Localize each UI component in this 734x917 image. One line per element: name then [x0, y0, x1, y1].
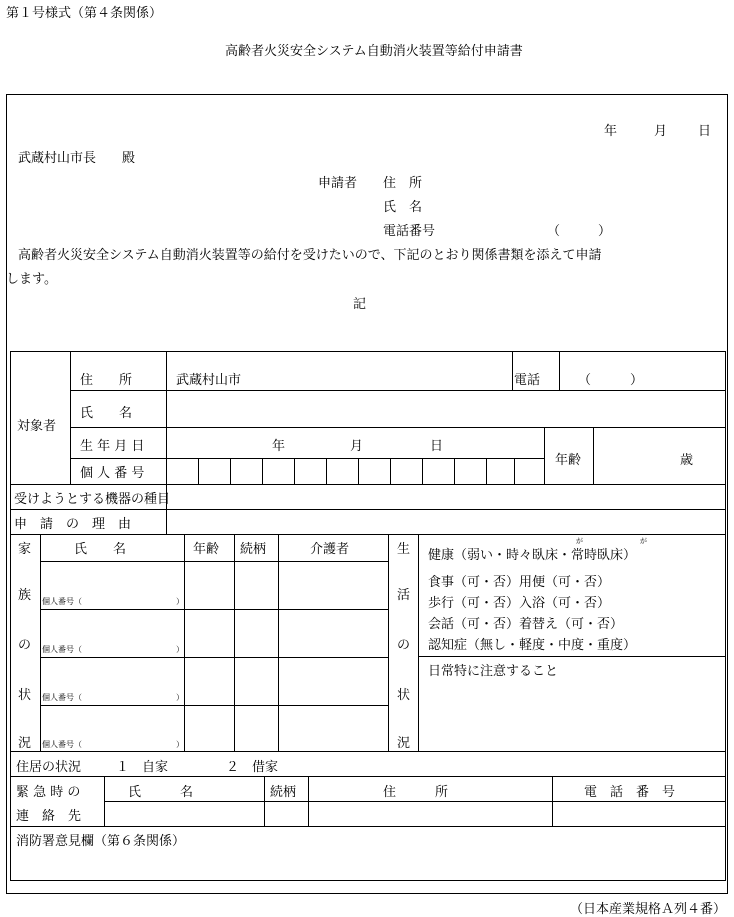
emergency-label-2: 連 絡 先: [16, 809, 82, 824]
life-side-2: 活: [397, 588, 411, 603]
life-talk: 会話（可・否）着替え（可・否）: [428, 617, 624, 632]
age-label: 年齢: [555, 453, 582, 468]
life-side-4: 状: [397, 688, 411, 703]
housing-label: 住居の状況: [16, 760, 82, 775]
family-id-close-2: ）: [176, 645, 184, 654]
subject-phone-label: 電話: [514, 373, 541, 388]
body-text-2: します。: [6, 272, 57, 287]
fire-dept-label: 消防署意見欄（第６条関係）: [16, 834, 186, 849]
form-number: 第１号様式（第４条関係）: [6, 6, 163, 21]
family-id-4: 個人番号（: [42, 740, 82, 749]
family-id-close-3: ）: [176, 693, 184, 702]
life-notes: 日常特に注意すること: [428, 664, 559, 679]
family-id-1: 個人番号（: [42, 597, 82, 606]
subject-address-value: 武蔵村山市: [176, 373, 242, 388]
housing-own: １ 自家: [116, 760, 169, 775]
housing-rent: ２ 借家: [226, 760, 279, 775]
family-caregiver-header: 介護者: [310, 542, 350, 557]
applicant-address-label: 住 所: [383, 176, 423, 191]
life-meal: 食事（可・否）用便（可・否）: [428, 575, 611, 590]
emergency-label-1: 緊 急 時 の: [16, 785, 81, 800]
family-side-2: 族: [18, 588, 32, 603]
applicant-phone-open: （: [547, 224, 561, 239]
life-health: 健康（弱い・時々臥床・常時臥床）: [428, 548, 637, 563]
equipment-label: 受けようとする機器の種目: [14, 492, 171, 507]
applicant-name-label: 氏 名: [383, 200, 423, 215]
reason-label: 申 請 の 理 由: [14, 517, 132, 532]
date-year: 年: [604, 124, 618, 139]
applicant-label: 申請者: [318, 176, 358, 191]
life-side-5: 況: [397, 736, 411, 751]
life-dementia: 認知症（無し・軽度・中度・重度）: [428, 638, 637, 653]
ruby-ga-2: が: [640, 537, 647, 545]
birth-month: 月: [350, 439, 364, 454]
birth-year: 年: [272, 439, 286, 454]
life-walk: 歩行（可・否）入浴（可・否）: [428, 596, 611, 611]
emergency-address-header: 住 所: [383, 785, 449, 800]
subject-phone-value: （ ）: [578, 373, 644, 388]
applicant-phone-close: ）: [598, 224, 612, 239]
subject-label: 対象者: [17, 419, 57, 434]
family-id-close-4: ）: [176, 740, 184, 749]
subject-name-label: 氏 名: [80, 406, 133, 421]
subject-address-label: 住 所: [80, 373, 133, 388]
ki-label: 記: [353, 297, 367, 312]
subject-birth-label: 生 年 月 日: [80, 439, 145, 454]
family-side-3: の: [18, 638, 32, 653]
age-unit: 歳: [680, 453, 694, 468]
family-side-5: 況: [18, 736, 32, 751]
family-id-3: 個人番号（: [42, 693, 82, 702]
life-side-3: の: [397, 638, 411, 653]
birth-day: 日: [430, 439, 444, 454]
applicant-phone-label: 電話番号: [383, 224, 436, 239]
life-side-1: 生: [397, 542, 411, 557]
family-id-close-1: ）: [176, 597, 184, 606]
family-age-header: 年齢: [193, 542, 220, 557]
emergency-relation-header: 続柄: [270, 785, 297, 800]
family-side-4: 状: [18, 688, 32, 703]
family-id-2: 個人番号（: [42, 645, 82, 654]
family-side-1: 家: [18, 542, 32, 557]
date-month: 月: [654, 124, 668, 139]
family-name-header: 氏 名: [74, 542, 127, 557]
page-title: 高齢者火災安全システム自動消火装置等給付申請書: [225, 44, 523, 59]
family-relation-header: 続柄: [240, 542, 267, 557]
date-day: 日: [698, 124, 712, 139]
footer-standard: （日本産業規格Ａ列４番）: [570, 902, 727, 917]
emergency-phone-header: 電 話 番 号: [584, 785, 676, 800]
ruby-ga-1: が: [576, 537, 583, 545]
emergency-name-header: 氏 名: [128, 785, 194, 800]
body-text-1: 高齢者火災安全システム自動消火装置等の給付を受けたいので、下記のとおり関係書類を添えて申請: [18, 248, 602, 263]
addressee: 武蔵村山市長 殿: [18, 151, 136, 166]
subject-id-label: 個 人 番 号: [80, 466, 145, 481]
